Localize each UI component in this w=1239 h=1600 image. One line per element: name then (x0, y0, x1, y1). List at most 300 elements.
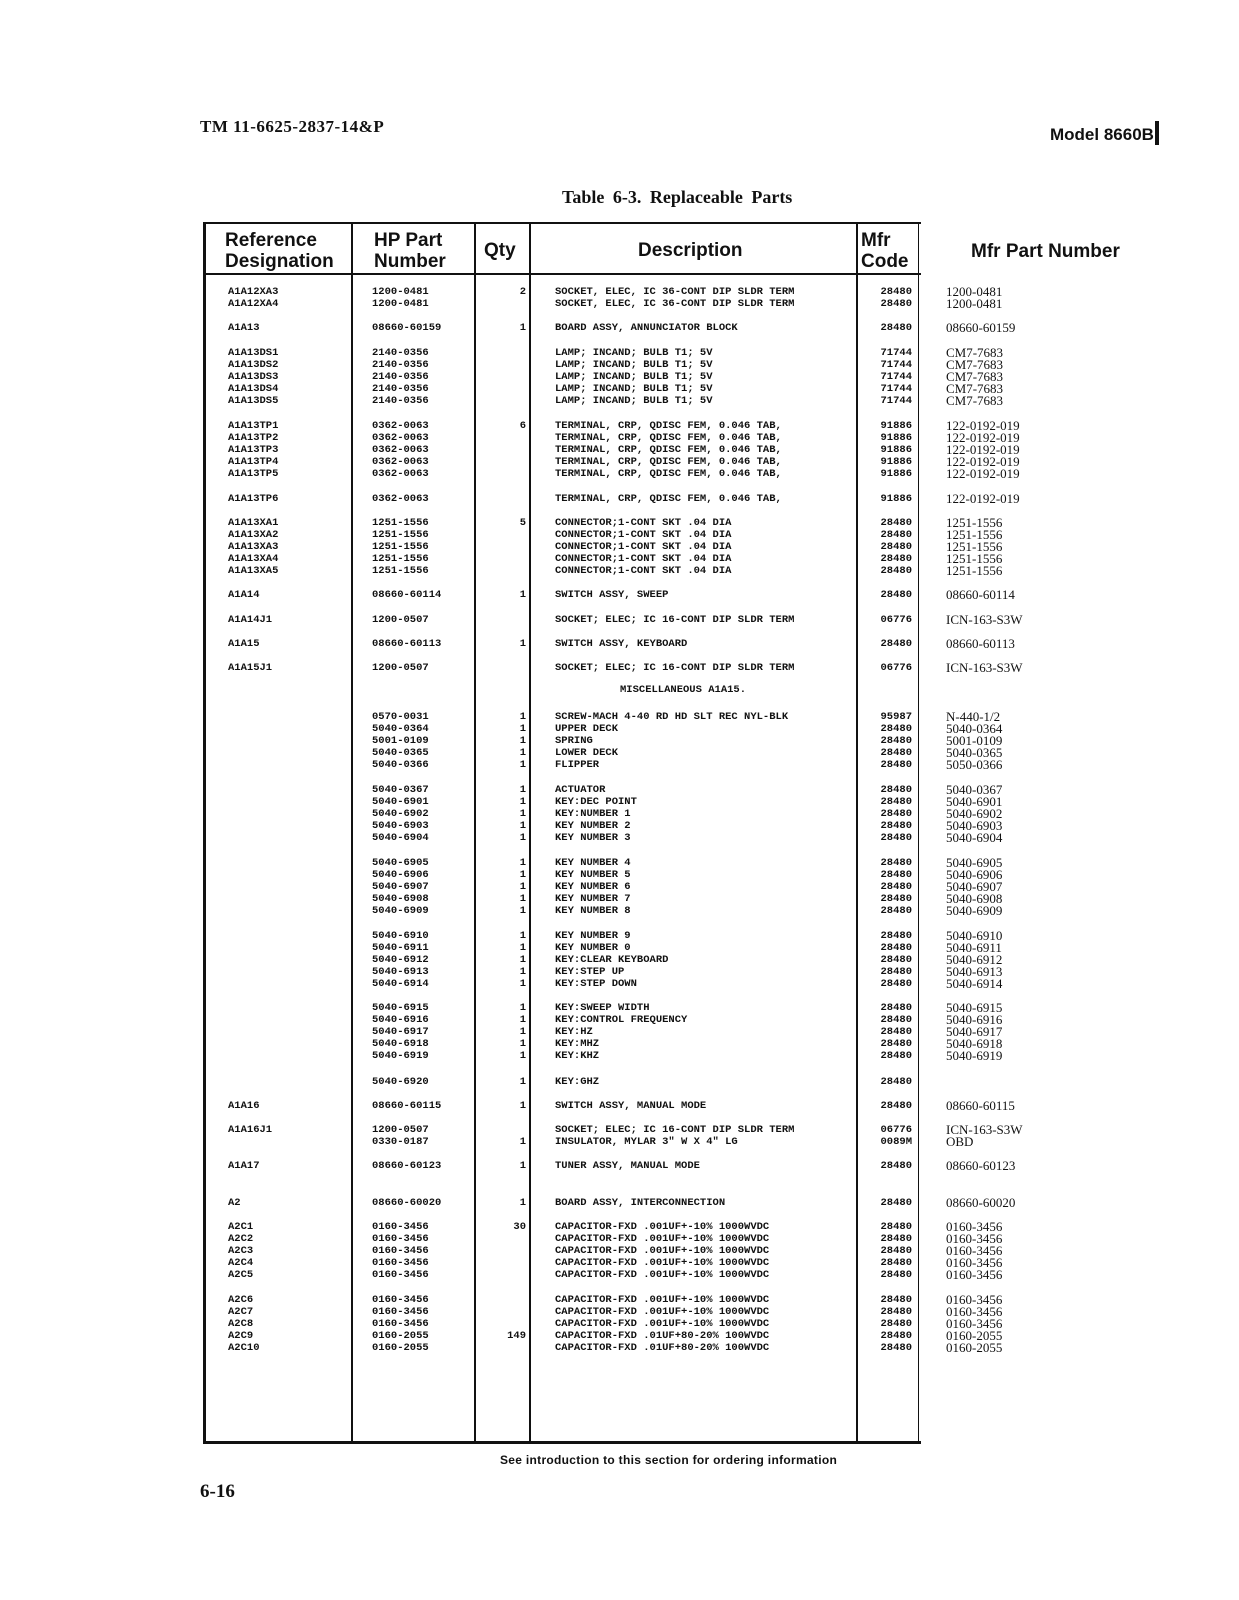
model-label (1050, 121, 1159, 145)
cell-code: 28480 (880, 735, 912, 747)
cell-hp: 2140-0356 (372, 359, 429, 371)
table-row (0, 1100, 1239, 1112)
cell-hp: 5040-6912 (372, 954, 429, 966)
table-row (0, 589, 1239, 601)
table-row (0, 614, 1239, 626)
cell-mfr: 5040-0364 (946, 721, 1003, 736)
cell-desc: CAPACITOR-FXD .001UF+-10% 1000WVDC (555, 1306, 770, 1318)
cell-hp: 1251-1556 (372, 553, 429, 565)
cell-mfr: 122-0192-019 (946, 442, 1020, 457)
table-row (0, 1050, 1239, 1062)
column-header-line: Number (374, 251, 446, 272)
cell-code: 28480 (880, 1294, 912, 1306)
cell-code: 28480 (880, 1026, 912, 1038)
column-header-line: Mfr (861, 230, 891, 251)
cell-desc: TUNER ASSY, MANUAL MODE (555, 1160, 700, 1172)
cell-hp: 0362-0063 (372, 493, 429, 505)
table-row (0, 784, 1239, 796)
cell-desc: CAPACITOR-FXD .001UF+-10% 1000WVDC (555, 1233, 770, 1245)
cell-code: 28480 (880, 759, 912, 771)
table-row (0, 711, 1239, 723)
cell-code: 28480 (880, 881, 912, 893)
cell-desc: KEY:NUMBER 1 (555, 808, 631, 820)
cell-qty: 1 (519, 893, 526, 905)
table-row (0, 808, 1239, 820)
cell-hp: 5040-6916 (372, 1014, 429, 1026)
cell-desc: SOCKET; ELEC; IC 16-CONT DIP SLDR TERM (555, 1124, 795, 1136)
cell-desc: CAPACITOR-FXD .001UF+-10% 1000WVDC (555, 1294, 770, 1306)
cell-qty: 1 (519, 1197, 526, 1209)
cell-code: 28480 (880, 820, 912, 832)
cell-code: 28480 (880, 905, 912, 917)
cell-desc: BOARD ASSY, INTERCONNECTION (555, 1197, 726, 1209)
cell-mfr: 5040-6910 (946, 928, 1003, 943)
table-row (0, 978, 1239, 990)
cell-hp: 1200-0481 (372, 298, 429, 310)
cell-mfr: 5040-6915 (946, 1000, 1003, 1015)
table-row (0, 942, 1239, 954)
cell-hp: 0160-2055 (372, 1330, 429, 1342)
cell-ref: A2C5 (228, 1269, 254, 1281)
cell-hp: 1200-0507 (372, 1124, 429, 1136)
cell-code: 28480 (880, 1245, 912, 1257)
cell-code: 28480 (880, 1014, 912, 1026)
cell-mfr: 5040-6911 (946, 940, 1002, 955)
cell-mfr: CM7-7683 (946, 393, 1004, 408)
table-row (0, 820, 1239, 832)
cell-code: 28480 (880, 1160, 912, 1172)
cell-qty: 1 (519, 1014, 526, 1026)
cell-mfr: 0160-3456 (946, 1292, 1003, 1307)
table-row (0, 796, 1239, 808)
cell-hp: 1251-1556 (372, 565, 429, 577)
table-row (0, 553, 1239, 565)
cell-qty: 1 (519, 820, 526, 832)
table-row (0, 1233, 1239, 1245)
cell-ref: A1A16J1 (228, 1124, 273, 1136)
cell-ref: A1A13XA5 (228, 565, 279, 577)
cell-hp: 0160-3456 (372, 1245, 429, 1257)
cell-hp: 0362-0063 (372, 432, 429, 444)
cell-desc: UPPER DECK (555, 723, 619, 735)
cell-ref: A1A13DS3 (228, 371, 279, 383)
cell-code: 28480 (880, 723, 912, 735)
cell-mfr: ICN-163-S3W (946, 612, 1023, 627)
table-row (0, 869, 1239, 881)
cell-desc: SWITCH ASSY, SWEEP (555, 589, 669, 601)
cell-ref: A1A13TP2 (228, 432, 279, 444)
cell-qty: 1 (519, 638, 526, 650)
cell-ref: A2C10 (228, 1342, 260, 1354)
cell-code: 28480 (880, 322, 912, 334)
cell-qty: 1 (519, 589, 526, 601)
cell-mfr: 5001-0109 (946, 733, 1003, 748)
cell-ref: A1A16 (228, 1100, 260, 1112)
cell-qty: 1 (519, 930, 526, 942)
cell-code: 28480 (880, 1330, 912, 1342)
cell-code: 28480 (880, 517, 912, 529)
cell-hp: 5040-6905 (372, 857, 429, 869)
cell-mfr: 1251-1556 (946, 539, 1003, 554)
cell-desc: LAMP; INCAND; BULB T1; 5V (555, 383, 713, 395)
cell-code: 28480 (880, 857, 912, 869)
cell-mfr: 1251-1556 (946, 527, 1003, 542)
cell-qty: 1 (519, 784, 526, 796)
cell-ref: A1A13DS4 (228, 383, 279, 395)
cell-mfr: 5040-6904 (946, 830, 1003, 845)
cell-hp: 5040-6920 (372, 1076, 429, 1088)
cell-mfr: 5040-6905 (946, 855, 1003, 870)
cell-hp: 1200-0507 (372, 614, 429, 626)
cell-code: 28480 (880, 784, 912, 796)
cell-code: 91886 (880, 456, 912, 468)
cell-code: 06776 (880, 662, 912, 674)
table-row (0, 881, 1239, 893)
cell-qty: 1 (519, 1076, 526, 1088)
cell-mfr: 0160-3456 (946, 1304, 1003, 1319)
cell-code: 71744 (880, 371, 912, 383)
column-header-qty: Qty (484, 240, 516, 261)
cell-mfr: 122-0192-019 (946, 454, 1020, 469)
cell-code: 28480 (880, 954, 912, 966)
cell-mfr: 5050-0366 (946, 757, 1003, 772)
cell-qty: 1 (519, 1100, 526, 1112)
cell-qty: 1 (519, 869, 526, 881)
cell-hp: 5040-6915 (372, 1002, 429, 1014)
cell-code: 28480 (880, 869, 912, 881)
cell-qty: 1 (519, 1050, 526, 1062)
cell-mfr: 08660-60159 (946, 320, 1016, 335)
cell-ref: A1A15J1 (228, 662, 273, 674)
cell-desc: KEY NUMBER 8 (555, 905, 631, 917)
cell-desc: SOCKET, ELEC, IC 36-CONT DIP SLDR TERM (555, 286, 795, 298)
cell-code: 28480 (880, 930, 912, 942)
column-header-line: HP Part (374, 230, 443, 251)
cell-code: 28480 (880, 286, 912, 298)
cell-code: 91886 (880, 420, 912, 432)
cell-code: 06776 (880, 1124, 912, 1136)
cell-desc: KEY NUMBER 7 (555, 893, 631, 905)
table-row (0, 1245, 1239, 1257)
cell-mfr: 1251-1556 (946, 551, 1003, 566)
cell-code: 28480 (880, 553, 912, 565)
cell-hp: 5040-6908 (372, 893, 429, 905)
cell-desc: KEY:MHZ (555, 1038, 600, 1050)
table-row (0, 359, 1239, 371)
cell-hp: 0330-0187 (372, 1136, 429, 1148)
cell-hp: 1200-0507 (372, 662, 429, 674)
cell-hp: 2140-0356 (372, 383, 429, 395)
cell-qty: 1 (519, 978, 526, 990)
cell-hp: 0362-0063 (372, 444, 429, 456)
cell-mfr: 5040-6918 (946, 1036, 1003, 1051)
page-number: 6-16 (200, 1481, 235, 1502)
cell-code: 91886 (880, 432, 912, 444)
cell-hp: 5040-0366 (372, 759, 429, 771)
cell-mfr: 5040-6914 (946, 976, 1003, 991)
cell-code: 91886 (880, 493, 912, 505)
cell-ref: A1A13TP4 (228, 456, 279, 468)
cell-qty: 1 (519, 857, 526, 869)
cell-mfr: 122-0192-019 (946, 418, 1020, 433)
cell-hp: 5040-6913 (372, 966, 429, 978)
cell-mfr: 0160-3456 (946, 1243, 1003, 1258)
table-row (0, 1136, 1239, 1148)
table-row (0, 1076, 1239, 1088)
cell-hp: 0570-0031 (372, 711, 429, 723)
cell-code: 91886 (880, 444, 912, 456)
cell-desc: KEY NUMBER 5 (555, 869, 631, 881)
cell-qty: 1 (519, 1038, 526, 1050)
table-row (0, 541, 1239, 553)
cell-desc: KEY NUMBER 6 (555, 881, 631, 893)
cell-qty: 5 (519, 517, 526, 529)
cell-code: 28480 (880, 832, 912, 844)
cell-desc: KEY NUMBER 0 (555, 942, 631, 954)
cell-ref: A1A17 (228, 1160, 260, 1172)
cell-mfr: 5040-6908 (946, 891, 1003, 906)
cell-desc: CONNECTOR;1-CONT SKT .04 DIA (555, 553, 732, 565)
table-row (0, 1026, 1239, 1038)
table-row (0, 444, 1239, 456)
table-row (0, 298, 1239, 310)
cell-ref: A1A12XA4 (228, 298, 279, 310)
column-header-line: Designation (225, 251, 334, 272)
cell-mfr: 1200-0481 (946, 296, 1003, 311)
table-row (0, 723, 1239, 735)
cell-mfr: 0160-3456 (946, 1267, 1003, 1282)
cell-code: 28480 (880, 1002, 912, 1014)
cell-hp: 0160-3456 (372, 1306, 429, 1318)
table-row (0, 1306, 1239, 1318)
table-row (0, 1221, 1239, 1233)
table-row (0, 662, 1239, 674)
cell-qty: 6 (519, 420, 526, 432)
cell-ref: A1A12XA3 (228, 286, 279, 298)
cell-desc: TERMINAL, CRP, QDISC FEM, 0.046 TAB, (555, 493, 782, 505)
model-text: Model 8660B (1050, 125, 1154, 144)
cell-ref: A2C7 (228, 1306, 254, 1318)
cell-hp: 08660-60020 (372, 1197, 442, 1209)
cell-ref: A1A13TP3 (228, 444, 279, 456)
table-row (0, 905, 1239, 917)
cell-desc: TERMINAL, CRP, QDISC FEM, 0.046 TAB, (555, 468, 782, 480)
cell-mfr: 122-0192-019 (946, 430, 1020, 445)
cell-mfr: 0160-2055 (946, 1340, 1003, 1355)
table-row (0, 1160, 1239, 1172)
cell-mfr: ICN-163-S3W (946, 660, 1023, 675)
cell-desc: SOCKET; ELEC; IC 16-CONT DIP SLDR TERM (555, 614, 795, 626)
cell-hp: 5040-6906 (372, 869, 429, 881)
cell-qty: 1 (519, 735, 526, 747)
cell-hp: 5040-0365 (372, 747, 429, 759)
table-row (0, 759, 1239, 771)
cell-desc: TERMINAL, CRP, QDISC FEM, 0.046 TAB, (555, 456, 782, 468)
cell-code: 28480 (880, 1100, 912, 1112)
cell-code: 28480 (880, 942, 912, 954)
cell-mfr: 5040-0367 (946, 782, 1003, 797)
cell-mfr: N-440-1/2 (946, 709, 1001, 724)
cell-mfr: 5040-0365 (946, 745, 1003, 760)
cell-desc: INSULATOR, MYLAR 3" W X 4" LG (555, 1136, 738, 1148)
cell-desc: CAPACITOR-FXD .01UF+80-20% 100WVDC (555, 1342, 770, 1354)
cell-mfr: 122-0192-019 (946, 466, 1020, 481)
table-row (0, 468, 1239, 480)
cell-ref: A1A13XA4 (228, 553, 279, 565)
cell-desc: LAMP; INCAND; BULB T1; 5V (555, 395, 713, 407)
cell-hp: 0362-0063 (372, 456, 429, 468)
cell-desc: CAPACITOR-FXD .001UF+-10% 1000WVDC (555, 1269, 770, 1281)
cell-desc: TERMINAL, CRP, QDISC FEM, 0.046 TAB, (555, 444, 782, 456)
cell-mfr: 08660-60115 (946, 1098, 1015, 1113)
table-row (0, 456, 1239, 468)
column-header-hp-part (374, 230, 446, 272)
cell-hp: 5040-6901 (372, 796, 429, 808)
cell-desc: SPRING (555, 735, 593, 747)
cell-code: 28480 (880, 747, 912, 759)
cell-hp: 5040-6911 (372, 942, 429, 954)
table-row (0, 638, 1239, 650)
cell-hp: 2140-0356 (372, 395, 429, 407)
cell-ref: A1A13TP1 (228, 420, 279, 432)
cell-mfr: 08660-60123 (946, 1158, 1016, 1173)
cell-qty: 1 (519, 747, 526, 759)
cell-hp: 1251-1556 (372, 541, 429, 553)
cell-mfr: 08660-60114 (946, 587, 1015, 602)
cell-mfr: 5040-6916 (946, 1012, 1003, 1027)
table-row (0, 1330, 1239, 1342)
table-title: Table 6-3. Replaceable Parts (562, 187, 793, 207)
cell-desc: LAMP; INCAND; BULB T1; 5V (555, 371, 713, 383)
table-row (0, 517, 1239, 529)
cell-ref: A2C4 (228, 1257, 254, 1269)
cell-ref: A1A13XA2 (228, 529, 279, 541)
cell-hp: 5001-0109 (372, 735, 429, 747)
cell-mfr: 0160-3456 (946, 1231, 1003, 1246)
cell-code: 91886 (880, 468, 912, 480)
cell-code: 28480 (880, 1342, 912, 1354)
cell-desc: KEY:SWEEP WIDTH (555, 1002, 650, 1014)
cell-ref: A1A13DS5 (228, 395, 279, 407)
cell-qty: 1 (519, 881, 526, 893)
cell-mfr: 1200-0481 (946, 284, 1003, 299)
cell-desc: KEY:CONTROL FREQUENCY (555, 1014, 688, 1026)
cell-desc: CAPACITOR-FXD .001UF+-10% 1000WVDC (555, 1245, 770, 1257)
cell-mfr: ICN-163-S3W (946, 1122, 1023, 1137)
cell-qty: 1 (519, 322, 526, 334)
cell-hp: 5040-6910 (372, 930, 429, 942)
cell-desc: KEY NUMBER 3 (555, 832, 631, 844)
cell-ref: A2C1 (228, 1221, 254, 1233)
table-row (0, 1002, 1239, 1014)
table-row (0, 735, 1239, 747)
misc-heading: MISCELLANEOUS A1A15. (620, 684, 747, 696)
cell-desc: CONNECTOR;1-CONT SKT .04 DIA (555, 517, 732, 529)
cell-mfr: 5040-6902 (946, 806, 1003, 821)
cell-mfr: 0160-2055 (946, 1328, 1003, 1343)
cell-qty: 30 (513, 1221, 526, 1233)
cell-hp: 5040-6917 (372, 1026, 429, 1038)
cell-qty: 1 (519, 808, 526, 820)
cell-hp: 08660-60123 (372, 1160, 442, 1172)
cell-qty: 1 (519, 1160, 526, 1172)
cell-qty: 149 (507, 1330, 526, 1342)
cell-hp: 08660-60115 (372, 1100, 442, 1112)
cell-ref: A2C8 (228, 1318, 254, 1330)
table-row (0, 395, 1239, 407)
cell-qty: 1 (519, 954, 526, 966)
cell-ref: A1A13DS1 (228, 347, 279, 359)
cell-mfr: 5040-6917 (946, 1024, 1003, 1039)
cell-qty: 1 (519, 1002, 526, 1014)
cell-code: 06776 (880, 614, 912, 626)
table-row (0, 420, 1239, 432)
column-header-description: Description (638, 240, 743, 261)
cell-code: 28480 (880, 529, 912, 541)
cell-mfr: 08660-60113 (946, 636, 1015, 651)
cell-code: 28480 (880, 1197, 912, 1209)
cell-ref: A2C9 (228, 1330, 254, 1342)
cell-hp: 0160-3456 (372, 1294, 429, 1306)
table-row (0, 747, 1239, 759)
cell-desc: TERMINAL, CRP, QDISC FEM, 0.046 TAB, (555, 432, 782, 444)
table-row (0, 1342, 1239, 1354)
cell-code: 28480 (880, 1318, 912, 1330)
table-row (0, 1257, 1239, 1269)
cell-mfr: 0160-3456 (946, 1255, 1003, 1270)
cell-hp: 5040-6907 (372, 881, 429, 893)
cell-code: 28480 (880, 1257, 912, 1269)
cell-desc: CAPACITOR-FXD .001UF+-10% 1000WVDC (555, 1318, 770, 1330)
cell-hp: 1251-1556 (372, 517, 429, 529)
cell-hp: 0362-0063 (372, 420, 429, 432)
cell-code: 28480 (880, 1269, 912, 1281)
table-row (0, 857, 1239, 869)
cell-code: 28480 (880, 796, 912, 808)
cell-hp: 0160-2055 (372, 1342, 429, 1354)
cell-desc: FLIPPER (555, 759, 600, 771)
cell-mfr: 122-0192-019 (946, 491, 1020, 506)
cell-code: 28480 (880, 1306, 912, 1318)
cell-mfr: 5040-6912 (946, 952, 1003, 967)
cell-hp: 0160-3456 (372, 1257, 429, 1269)
table-row (0, 1318, 1239, 1330)
cell-hp: 0160-3456 (372, 1221, 429, 1233)
ordering-note: See introduction to this section for ordering information (500, 1453, 838, 1467)
cell-desc: TERMINAL, CRP, QDISC FEM, 0.046 TAB, (555, 420, 782, 432)
column-header-line: Reference (225, 230, 317, 251)
cell-code: 71744 (880, 383, 912, 395)
cell-ref: A1A13TP6 (228, 493, 279, 505)
header-rule (203, 273, 921, 275)
cell-code: 28480 (880, 978, 912, 990)
document-id: TM 11-6625-2837-14&P (200, 117, 385, 136)
cell-code: 28480 (880, 1233, 912, 1245)
cell-hp: 0160-3456 (372, 1269, 429, 1281)
cell-desc: SCREW-MACH 4-40 RD HD SLT REC NYL-BLK (555, 711, 789, 723)
cell-mfr: 1251-1556 (946, 563, 1003, 578)
table-row (0, 529, 1239, 541)
cell-ref: A1A13XA1 (228, 517, 279, 529)
column-header-mfr-code (861, 230, 909, 272)
cell-qty: 1 (519, 905, 526, 917)
cell-ref: A2C6 (228, 1294, 254, 1306)
cell-desc: ACTUATOR (555, 784, 606, 796)
cell-qty: 2 (519, 286, 526, 298)
cell-mfr: 5040-6909 (946, 903, 1003, 918)
cell-desc: LAMP; INCAND; BULB T1; 5V (555, 347, 713, 359)
cell-mfr: 5040-6906 (946, 867, 1003, 882)
